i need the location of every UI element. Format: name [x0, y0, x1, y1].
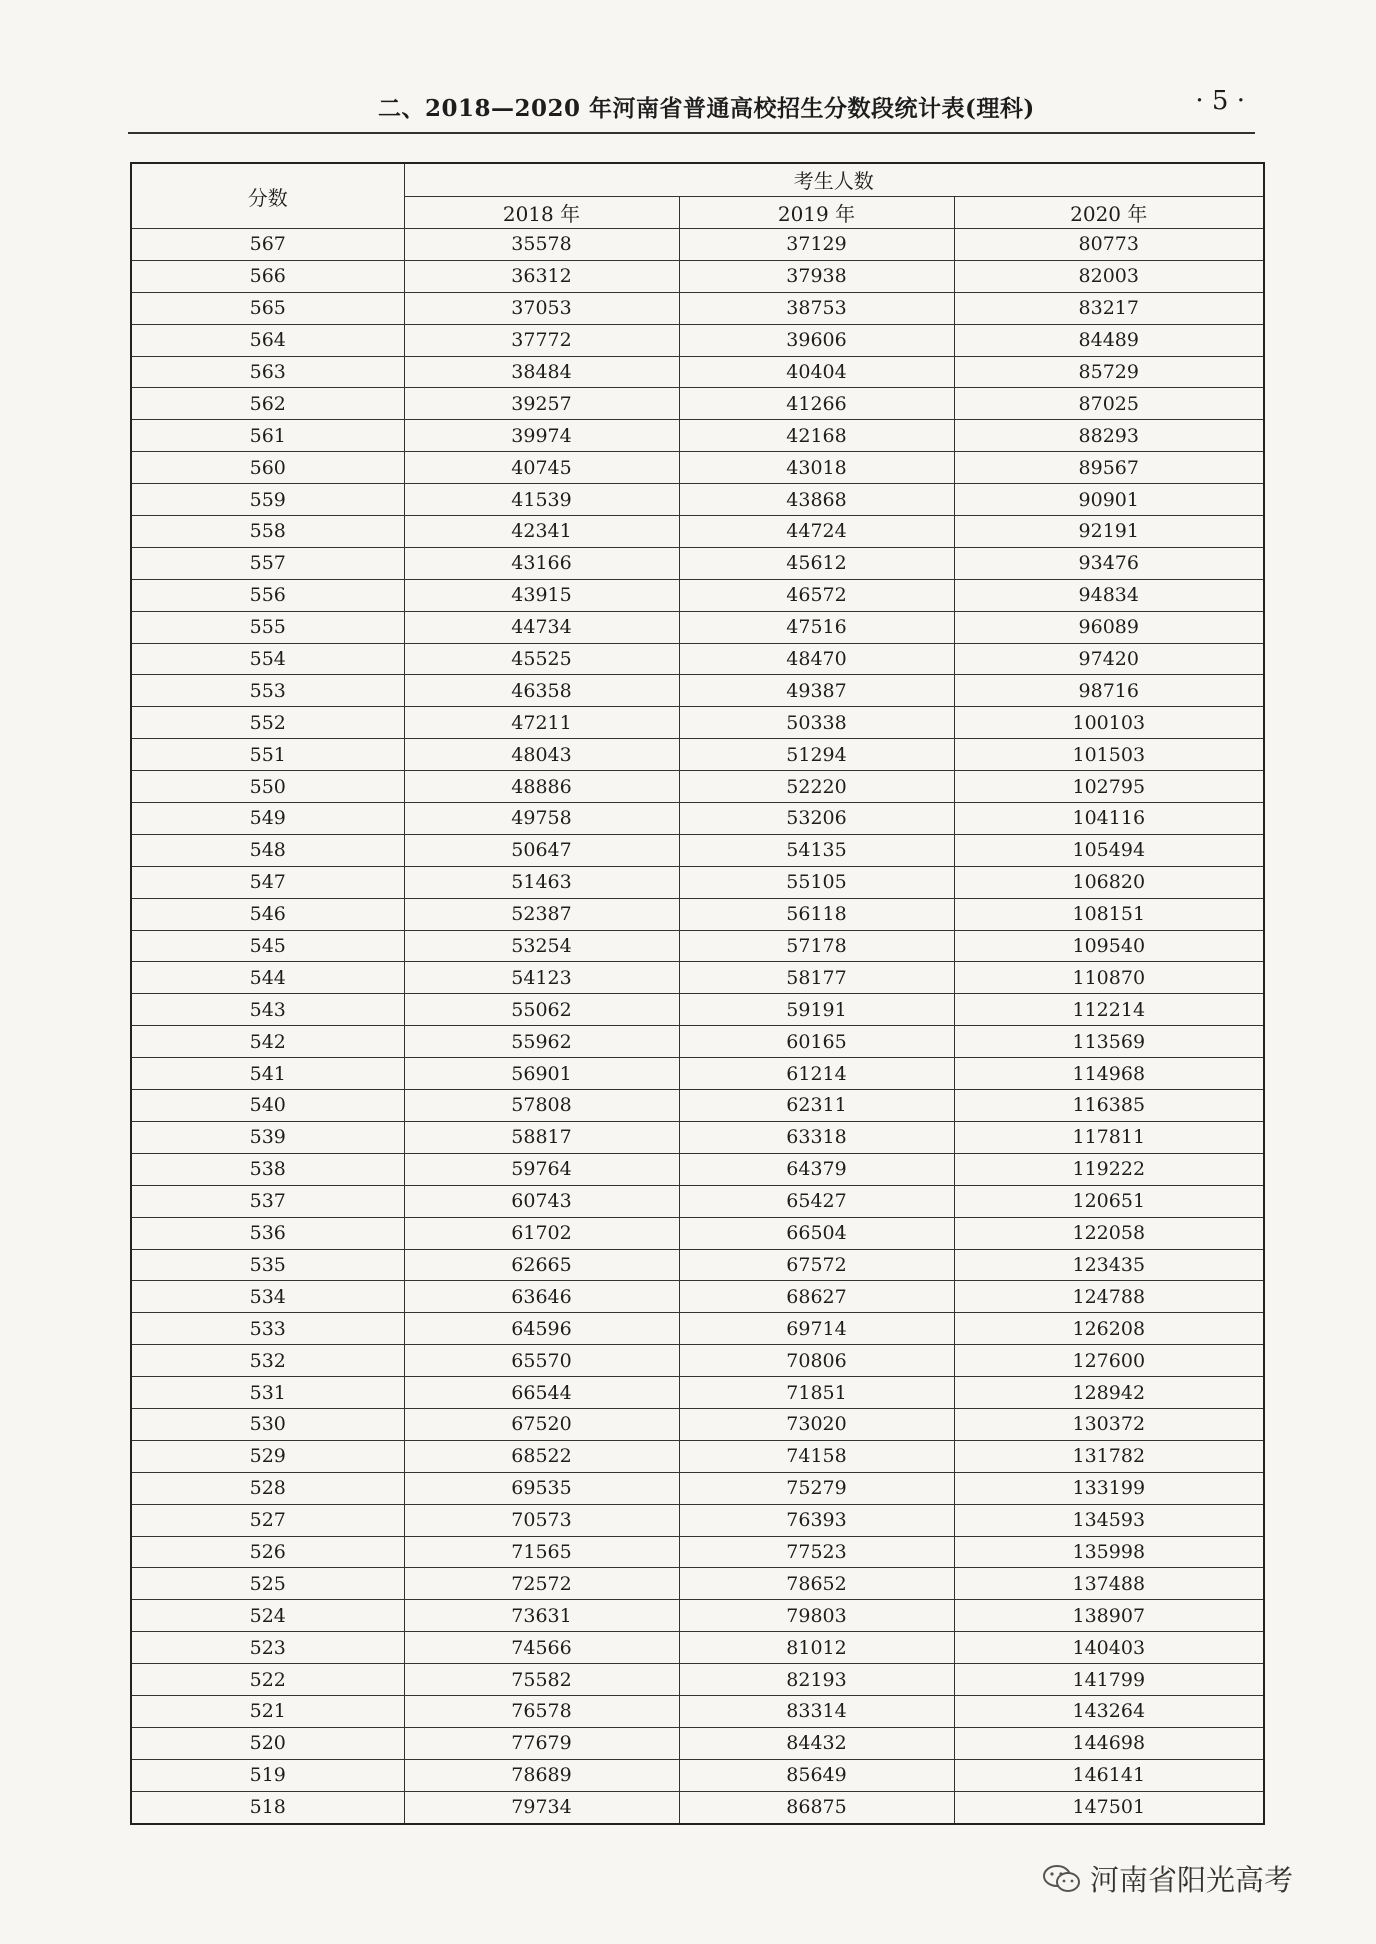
table-row: [131, 484, 1264, 516]
count-2018-cell: 73631: [404, 1600, 679, 1632]
table-row: [131, 452, 1264, 484]
score-cell: 535: [131, 1249, 404, 1281]
count-2019-cell: 43018: [679, 452, 954, 484]
table-row: [131, 1440, 1264, 1472]
count-2020-cell: 96089: [954, 611, 1264, 643]
count-2018-cell: 36312: [404, 260, 679, 292]
count-2019-cell: 41266: [679, 388, 954, 420]
score-distribution-table: [130, 162, 1265, 1825]
table-row: [131, 1568, 1264, 1600]
table-row: [131, 771, 1264, 803]
score-cell: 538: [131, 1153, 404, 1185]
table-row: [131, 1695, 1264, 1727]
table-row: [131, 579, 1264, 611]
count-2020-cell: 122058: [954, 1217, 1264, 1249]
table-row: [131, 1185, 1264, 1217]
count-2019-cell: 76393: [679, 1504, 954, 1536]
count-2019-cell: 46572: [679, 579, 954, 611]
count-2020-cell: 90901: [954, 484, 1264, 516]
score-cell: 524: [131, 1600, 404, 1632]
count-2019-cell: 60165: [679, 1026, 954, 1058]
count-2019-cell: 73020: [679, 1408, 954, 1440]
count-2020-cell: 110870: [954, 962, 1264, 994]
count-2018-cell: 42341: [404, 516, 679, 548]
count-2019-cell: 75279: [679, 1472, 954, 1504]
count-2018-cell: 54123: [404, 962, 679, 994]
count-2020-cell: 116385: [954, 1090, 1264, 1122]
page-title: 二、2018—2020 年河南省普通高校招生分数段统计表(理科): [378, 95, 1035, 122]
table-row: [131, 1472, 1264, 1504]
table-body: [131, 229, 1264, 1824]
count-2020-cell: 134593: [954, 1504, 1264, 1536]
count-2018-cell: 79734: [404, 1791, 679, 1823]
table-row: [131, 1791, 1264, 1823]
score-cell: 551: [131, 739, 404, 771]
count-2019-cell: 37938: [679, 260, 954, 292]
table-row: [131, 1026, 1264, 1058]
wechat-credit: [1042, 1858, 1293, 1899]
score-cell: 559: [131, 484, 404, 516]
count-2020-cell: 87025: [954, 388, 1264, 420]
score-cell: 520: [131, 1727, 404, 1759]
count-2018-cell: 39974: [404, 420, 679, 452]
score-cell: 532: [131, 1345, 404, 1377]
count-2018-cell: 56901: [404, 1058, 679, 1090]
score-cell: 549: [131, 803, 404, 835]
table-row: [131, 1090, 1264, 1122]
score-column-header: 分数: [131, 163, 404, 229]
table-row: [131, 675, 1264, 707]
count-2020-cell: 85729: [954, 356, 1264, 388]
count-2018-cell: 64596: [404, 1313, 679, 1345]
count-2020-cell: 144698: [954, 1727, 1264, 1759]
count-2019-cell: 69714: [679, 1313, 954, 1345]
count-2018-cell: 77679: [404, 1727, 679, 1759]
score-cell: 564: [131, 324, 404, 356]
count-2019-cell: 55105: [679, 866, 954, 898]
count-2019-cell: 52220: [679, 771, 954, 803]
count-2019-cell: 79803: [679, 1600, 954, 1632]
count-2018-cell: 58817: [404, 1121, 679, 1153]
count-2019-cell: 77523: [679, 1536, 954, 1568]
year-header-2018: 2018 年: [404, 196, 679, 229]
count-2018-cell: 76578: [404, 1695, 679, 1727]
wechat-account-name: 河南省阳光高考: [1090, 1863, 1294, 1897]
score-cell: 529: [131, 1440, 404, 1472]
page-number: · 5 ·: [1195, 86, 1245, 116]
score-cell: 546: [131, 898, 404, 930]
year-header-2019: 2019 年: [679, 196, 954, 229]
count-2020-cell: 105494: [954, 834, 1264, 866]
table-row: [131, 866, 1264, 898]
count-2019-cell: 57178: [679, 930, 954, 962]
score-cell: 553: [131, 675, 404, 707]
table-row: [131, 1313, 1264, 1345]
table-row: [131, 707, 1264, 739]
table-row: [131, 229, 1264, 261]
score-cell: 556: [131, 579, 404, 611]
count-2019-cell: 71851: [679, 1377, 954, 1409]
count-2019-cell: 63318: [679, 1121, 954, 1153]
table-row: [131, 1377, 1264, 1409]
count-2020-cell: 97420: [954, 643, 1264, 675]
table-row: [131, 547, 1264, 579]
count-2018-cell: 46358: [404, 675, 679, 707]
count-2020-cell: 137488: [954, 1568, 1264, 1600]
table-row: [131, 1632, 1264, 1664]
score-cell: 521: [131, 1695, 404, 1727]
count-2020-cell: 133199: [954, 1472, 1264, 1504]
count-2020-cell: 102795: [954, 771, 1264, 803]
count-2019-cell: 64379: [679, 1153, 954, 1185]
count-2020-cell: 141799: [954, 1664, 1264, 1696]
count-2020-cell: 83217: [954, 292, 1264, 324]
score-cell: 545: [131, 930, 404, 962]
count-2018-cell: 72572: [404, 1568, 679, 1600]
count-2020-cell: 130372: [954, 1408, 1264, 1440]
count-2020-cell: 124788: [954, 1281, 1264, 1313]
count-2020-cell: 88293: [954, 420, 1264, 452]
count-2018-cell: 35578: [404, 229, 679, 261]
table-row: [131, 803, 1264, 835]
score-cell: 534: [131, 1281, 404, 1313]
count-2020-cell: 138907: [954, 1600, 1264, 1632]
score-cell: 565: [131, 292, 404, 324]
count-2018-cell: 37772: [404, 324, 679, 356]
page-header: [128, 86, 1255, 130]
count-2020-cell: 128942: [954, 1377, 1264, 1409]
count-2019-cell: 47516: [679, 611, 954, 643]
count-2020-cell: 94834: [954, 579, 1264, 611]
count-2018-cell: 51463: [404, 866, 679, 898]
score-cell: 566: [131, 260, 404, 292]
count-2019-cell: 58177: [679, 962, 954, 994]
table-row: [131, 930, 1264, 962]
count-2020-cell: 98716: [954, 675, 1264, 707]
count-2020-cell: 143264: [954, 1695, 1264, 1727]
count-2018-cell: 48886: [404, 771, 679, 803]
count-2019-cell: 45612: [679, 547, 954, 579]
score-cell: 528: [131, 1472, 404, 1504]
count-2018-cell: 49758: [404, 803, 679, 835]
count-2018-cell: 71565: [404, 1536, 679, 1568]
count-2020-cell: 135998: [954, 1536, 1264, 1568]
count-2020-cell: 127600: [954, 1345, 1264, 1377]
count-2019-cell: 40404: [679, 356, 954, 388]
score-cell: 557: [131, 547, 404, 579]
count-2018-cell: 57808: [404, 1090, 679, 1122]
count-2018-cell: 61702: [404, 1217, 679, 1249]
count-2019-cell: 48470: [679, 643, 954, 675]
score-cell: 527: [131, 1504, 404, 1536]
count-2019-cell: 37129: [679, 229, 954, 261]
count-2020-cell: 113569: [954, 1026, 1264, 1058]
count-2019-cell: 84432: [679, 1727, 954, 1759]
score-cell: 567: [131, 229, 404, 261]
count-2019-cell: 42168: [679, 420, 954, 452]
count-2020-cell: 117811: [954, 1121, 1264, 1153]
table-row: [131, 1058, 1264, 1090]
table-row: [131, 516, 1264, 548]
count-2019-cell: 53206: [679, 803, 954, 835]
table-row: [131, 1249, 1264, 1281]
count-2019-cell: 50338: [679, 707, 954, 739]
table-row: [131, 611, 1264, 643]
count-2020-cell: 104116: [954, 803, 1264, 835]
table-row: [131, 420, 1264, 452]
table-row: [131, 994, 1264, 1026]
count-2020-cell: 114968: [954, 1058, 1264, 1090]
count-2018-cell: 63646: [404, 1281, 679, 1313]
table-row: [131, 1664, 1264, 1696]
table-row: [131, 1217, 1264, 1249]
score-cell: 560: [131, 452, 404, 484]
count-2018-cell: 40745: [404, 452, 679, 484]
count-2019-cell: 49387: [679, 675, 954, 707]
table-row: [131, 643, 1264, 675]
table-row: [131, 739, 1264, 771]
count-2019-cell: 38753: [679, 292, 954, 324]
count-2020-cell: 89567: [954, 452, 1264, 484]
count-2018-cell: 38484: [404, 356, 679, 388]
score-cell: 547: [131, 866, 404, 898]
count-2019-cell: 43868: [679, 484, 954, 516]
score-cell: 543: [131, 994, 404, 1026]
table-row: [131, 834, 1264, 866]
count-2018-cell: 47211: [404, 707, 679, 739]
count-2019-cell: 61214: [679, 1058, 954, 1090]
count-2019-cell: 85649: [679, 1759, 954, 1791]
count-2018-cell: 45525: [404, 643, 679, 675]
table-row: [131, 1759, 1264, 1791]
count-2019-cell: 39606: [679, 324, 954, 356]
count-2019-cell: 86875: [679, 1791, 954, 1823]
count-2018-cell: 62665: [404, 1249, 679, 1281]
count-2020-cell: 131782: [954, 1440, 1264, 1472]
score-cell: 530: [131, 1408, 404, 1440]
table-row: [131, 1121, 1264, 1153]
score-cell: 518: [131, 1791, 404, 1823]
count-2019-cell: 74158: [679, 1440, 954, 1472]
count-2019-cell: 56118: [679, 898, 954, 930]
count-2018-cell: 70573: [404, 1504, 679, 1536]
table-row: [131, 1600, 1264, 1632]
count-2019-cell: 67572: [679, 1249, 954, 1281]
count-2018-cell: 78689: [404, 1759, 679, 1791]
count-2018-cell: 52387: [404, 898, 679, 930]
count-2020-cell: 123435: [954, 1249, 1264, 1281]
count-2018-cell: 43915: [404, 579, 679, 611]
count-2020-cell: 84489: [954, 324, 1264, 356]
count-2018-cell: 65570: [404, 1345, 679, 1377]
count-2019-cell: 82193: [679, 1664, 954, 1696]
count-2020-cell: 80773: [954, 229, 1264, 261]
score-cell: 526: [131, 1536, 404, 1568]
count-2018-cell: 39257: [404, 388, 679, 420]
table-row: [131, 1153, 1264, 1185]
count-2020-cell: 147501: [954, 1791, 1264, 1823]
table-row: [131, 1281, 1264, 1313]
count-2020-cell: 82003: [954, 260, 1264, 292]
table-row: [131, 324, 1264, 356]
score-cell: 562: [131, 388, 404, 420]
score-cell: 533: [131, 1313, 404, 1345]
table-row: [131, 1408, 1264, 1440]
score-cell: 523: [131, 1632, 404, 1664]
score-cell: 531: [131, 1377, 404, 1409]
score-cell: 537: [131, 1185, 404, 1217]
count-2019-cell: 51294: [679, 739, 954, 771]
count-2020-cell: 106820: [954, 866, 1264, 898]
score-cell: 561: [131, 420, 404, 452]
count-2018-cell: 66544: [404, 1377, 679, 1409]
count-2019-cell: 66504: [679, 1217, 954, 1249]
count-2020-cell: 108151: [954, 898, 1264, 930]
score-cell: 541: [131, 1058, 404, 1090]
header-divider: [128, 132, 1255, 134]
table-row: [131, 260, 1264, 292]
table-row: [131, 962, 1264, 994]
score-cell: 558: [131, 516, 404, 548]
count-2020-cell: 120651: [954, 1185, 1264, 1217]
count-2018-cell: 67520: [404, 1408, 679, 1440]
table-row: [131, 356, 1264, 388]
score-cell: 548: [131, 834, 404, 866]
score-cell: 519: [131, 1759, 404, 1791]
count-2020-cell: 126208: [954, 1313, 1264, 1345]
table-row: [131, 1536, 1264, 1568]
score-cell: 552: [131, 707, 404, 739]
count-2020-cell: 119222: [954, 1153, 1264, 1185]
count-2019-cell: 54135: [679, 834, 954, 866]
count-2019-cell: 62311: [679, 1090, 954, 1122]
count-2018-cell: 48043: [404, 739, 679, 771]
count-2018-cell: 55062: [404, 994, 679, 1026]
count-2018-cell: 53254: [404, 930, 679, 962]
count-2018-cell: 43166: [404, 547, 679, 579]
count-2019-cell: 59191: [679, 994, 954, 1026]
count-2018-cell: 74566: [404, 1632, 679, 1664]
table-row: [131, 1345, 1264, 1377]
score-cell: 554: [131, 643, 404, 675]
count-2019-cell: 83314: [679, 1695, 954, 1727]
count-2020-cell: 109540: [954, 930, 1264, 962]
count-2018-cell: 69535: [404, 1472, 679, 1504]
count-2019-cell: 81012: [679, 1632, 954, 1664]
count-2018-cell: 59764: [404, 1153, 679, 1185]
count-2018-cell: 44734: [404, 611, 679, 643]
score-cell: 539: [131, 1121, 404, 1153]
count-2019-cell: 70806: [679, 1345, 954, 1377]
score-cell: 550: [131, 771, 404, 803]
count-2020-cell: 92191: [954, 516, 1264, 548]
table-row: [131, 1504, 1264, 1536]
score-cell: 555: [131, 611, 404, 643]
score-cell: 540: [131, 1090, 404, 1122]
count-2020-cell: 146141: [954, 1759, 1264, 1791]
score-cell: 563: [131, 356, 404, 388]
wechat-icon: [1042, 1863, 1082, 1895]
count-2020-cell: 140403: [954, 1632, 1264, 1664]
score-cell: 536: [131, 1217, 404, 1249]
year-header-2020: 2020 年: [954, 196, 1264, 229]
count-2019-cell: 68627: [679, 1281, 954, 1313]
count-2020-cell: 100103: [954, 707, 1264, 739]
table-row: [131, 292, 1264, 324]
count-2018-cell: 60743: [404, 1185, 679, 1217]
count-2019-cell: 78652: [679, 1568, 954, 1600]
table-row: [131, 1727, 1264, 1759]
score-cell: 544: [131, 962, 404, 994]
count-2018-cell: 50647: [404, 834, 679, 866]
score-cell: 525: [131, 1568, 404, 1600]
count-2020-cell: 112214: [954, 994, 1264, 1026]
score-cell: 542: [131, 1026, 404, 1058]
candidate-count-header: 考生人数: [404, 163, 1264, 196]
count-2018-cell: 37053: [404, 292, 679, 324]
count-2018-cell: 55962: [404, 1026, 679, 1058]
count-2019-cell: 65427: [679, 1185, 954, 1217]
count-2018-cell: 41539: [404, 484, 679, 516]
count-2018-cell: 68522: [404, 1440, 679, 1472]
table-row: [131, 898, 1264, 930]
count-2020-cell: 101503: [954, 739, 1264, 771]
count-2019-cell: 44724: [679, 516, 954, 548]
count-2018-cell: 75582: [404, 1664, 679, 1696]
count-2020-cell: 93476: [954, 547, 1264, 579]
table-row: [131, 388, 1264, 420]
score-cell: 522: [131, 1664, 404, 1696]
